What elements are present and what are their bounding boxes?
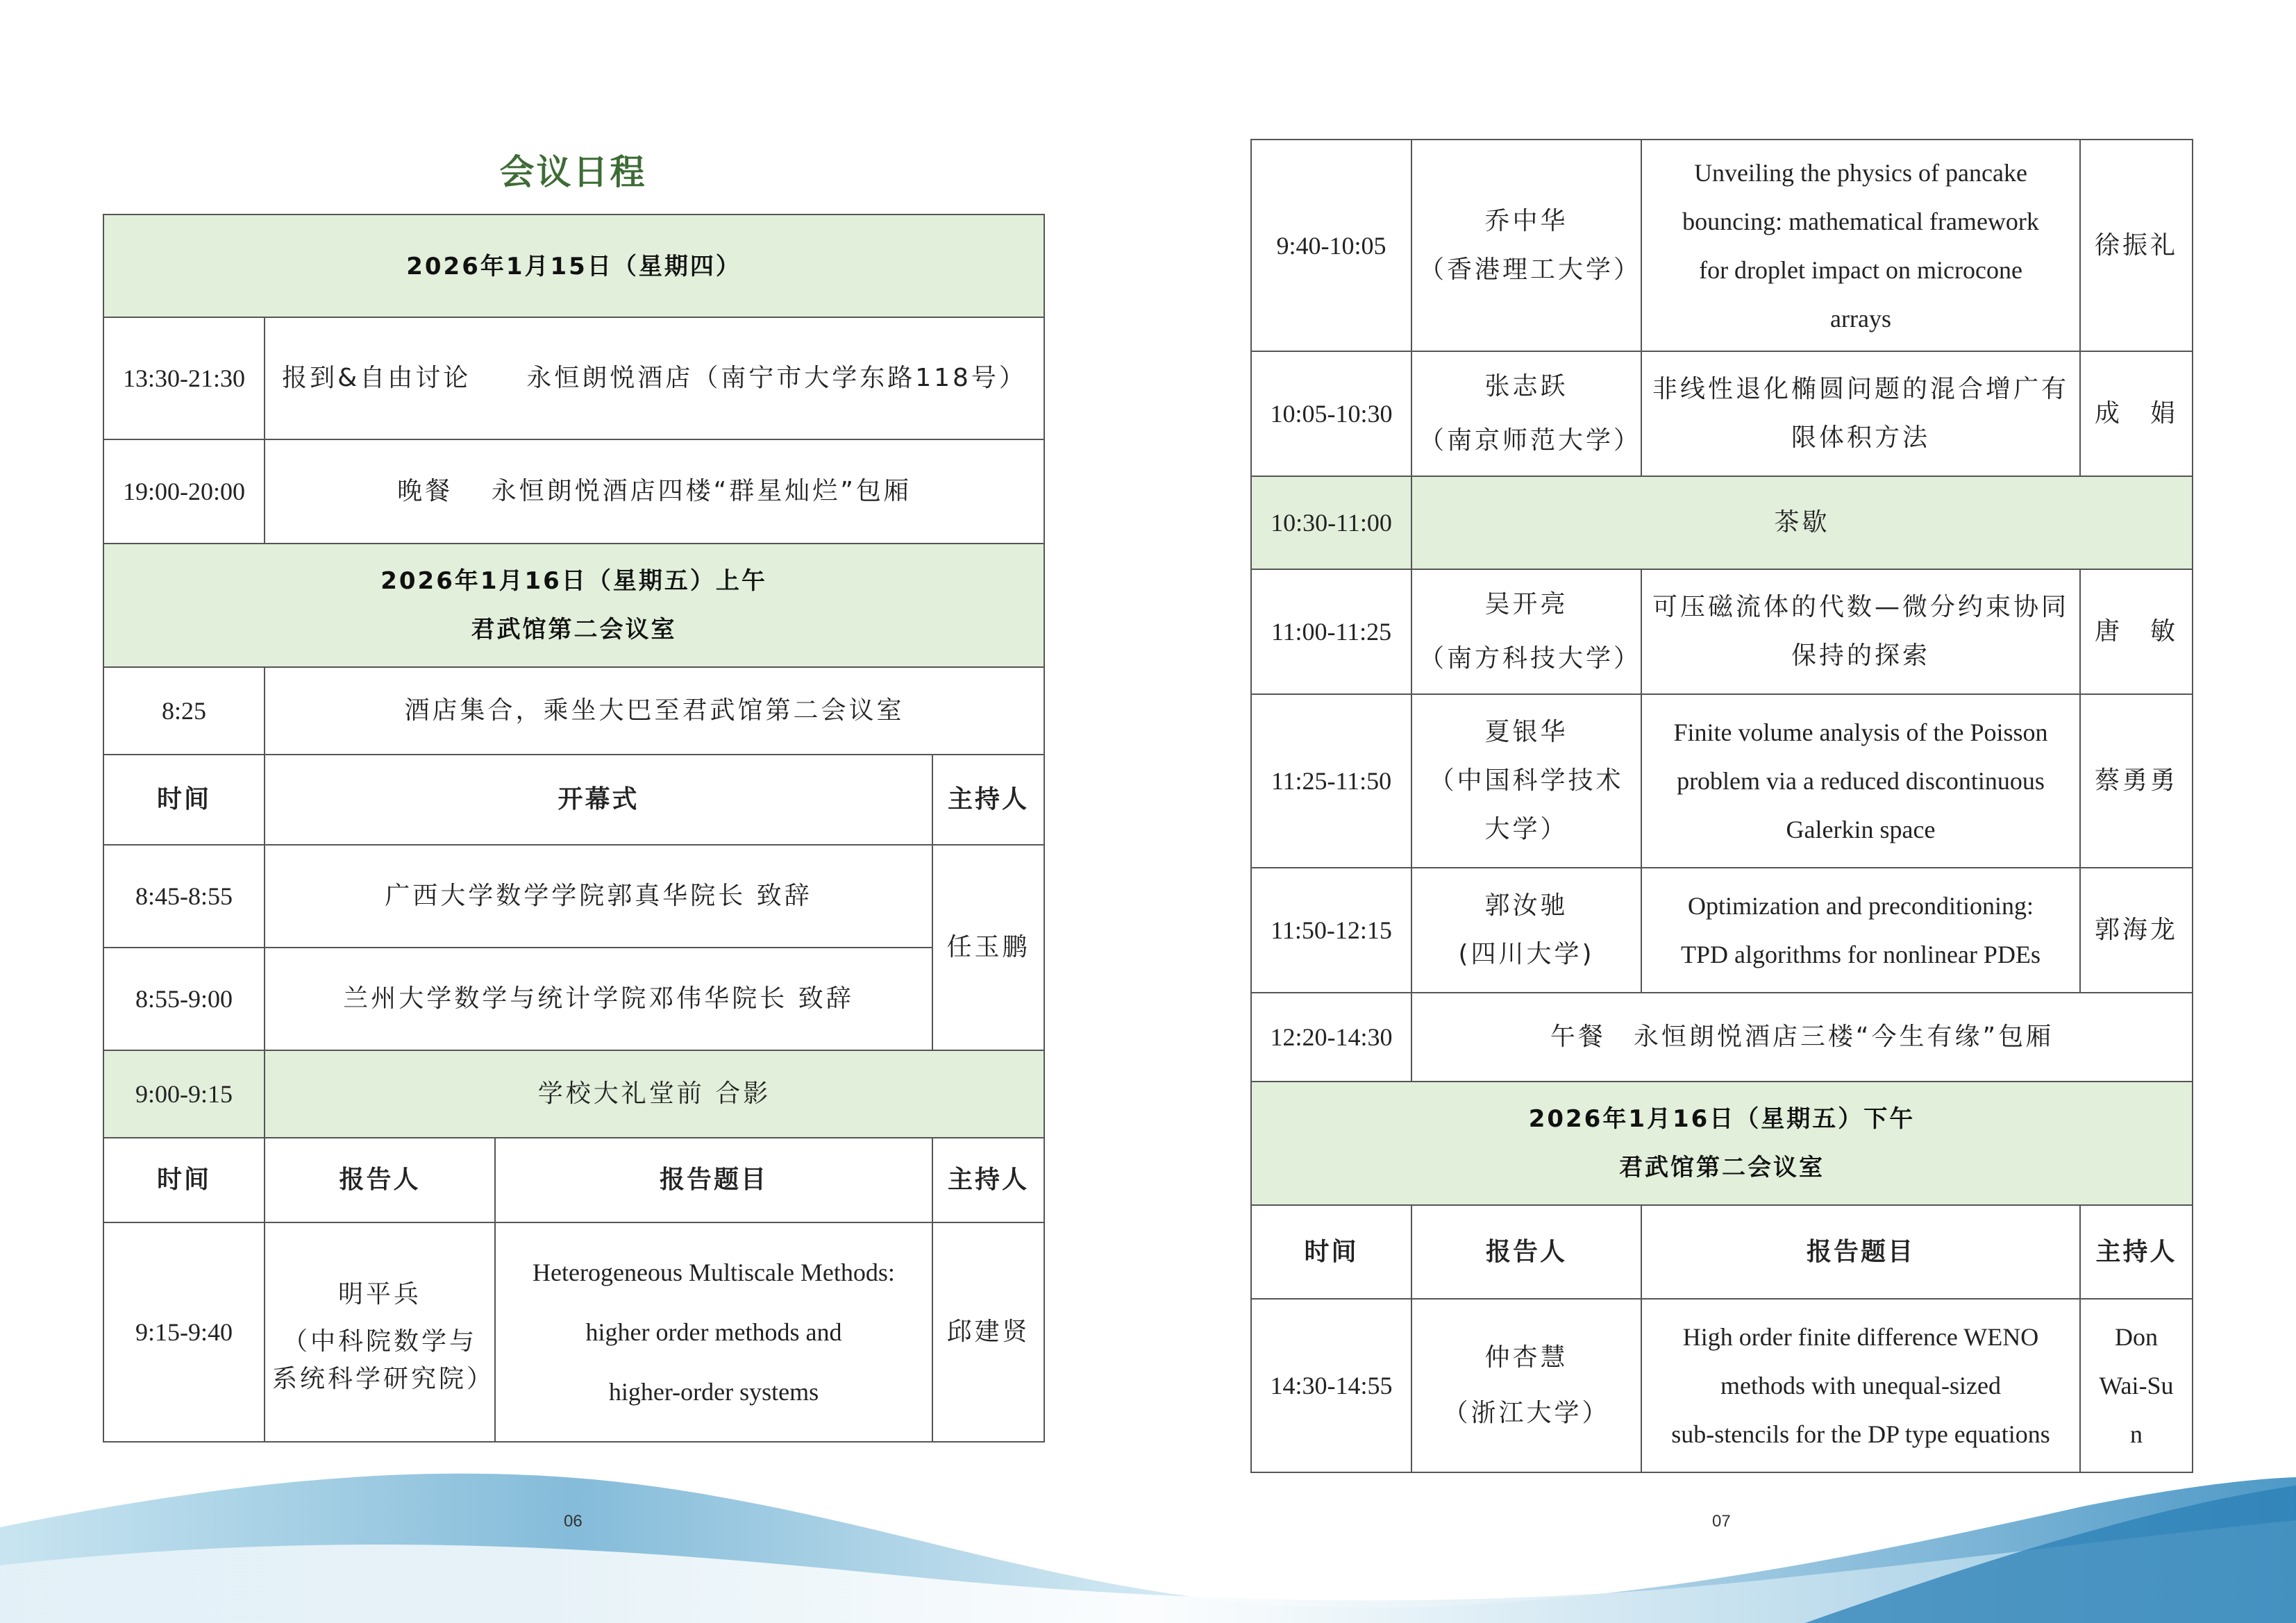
time-cell: 14:30-14:55 xyxy=(1251,1299,1411,1472)
col-header-host: 主持人 xyxy=(2080,1205,2193,1299)
day-header: 2026年1月16日（星期五）下午 君武馆第二会议室 xyxy=(1251,1082,2193,1205)
day-header: 2026年1月15日（星期四） xyxy=(103,215,1044,317)
col-header-host: 主持人 xyxy=(932,1138,1044,1222)
time-cell: 11:50-12:15 xyxy=(1251,868,1411,993)
page-number: 07 xyxy=(1712,1512,1731,1531)
talk-title-cell: Heterogeneous Multiscale Methods: higher order methods and higher-order systems xyxy=(495,1222,932,1442)
host-cell: 郭海龙 xyxy=(2080,868,2193,993)
time-cell: 8:25 xyxy=(103,667,265,755)
host-cell: 蔡勇勇 xyxy=(2080,694,2193,868)
col-header-title: 报告题目 xyxy=(1641,1205,2080,1299)
time-cell: 8:45-8:55 xyxy=(103,845,265,948)
schedule-table-left xyxy=(103,214,1045,1443)
col-header-opening: 开幕式 xyxy=(265,755,932,845)
schedule-table-right xyxy=(1250,139,2193,1473)
day-header: 2026年1月16日（星期五）上午 君武馆第二会议室 xyxy=(103,544,1044,667)
event-cell: 午餐 永恒朗悦酒店三楼“今生有缘”包厢 xyxy=(1411,993,2193,1082)
time-cell: 12:20-14:30 xyxy=(1251,993,1411,1082)
host-cell: 成 娟 xyxy=(2080,351,2193,476)
speaker-cell: 明平兵 （中科院数学与 系统科学研究院） xyxy=(265,1222,495,1442)
host-cell: 任玉鹏 xyxy=(932,845,1044,1050)
col-header-speaker: 报告人 xyxy=(1411,1205,1641,1299)
event-cell: 晚餐 永恒朗悦酒店四楼“群星灿烂”包厢 xyxy=(265,439,1044,544)
speaker-cell: 郭汝驰 (四川大学) xyxy=(1411,868,1641,993)
time-cell: 8:55-9:00 xyxy=(103,948,265,1050)
event-cell: 酒店集合，乘坐大巴至君武馆第二会议室 xyxy=(265,667,1044,755)
speaker-cell: 夏银华 （中国科学技术 大学） xyxy=(1411,694,1641,868)
event-cell: 报到&自由讨论 永恒朗悦酒店（南宁市大学东路118号） xyxy=(265,317,1044,439)
page-title: 会议日程 xyxy=(499,151,647,192)
talk-title-cell: 非线性退化椭圆问题的混合增广有 限体积方法 xyxy=(1641,351,2080,476)
page-number: 06 xyxy=(564,1512,583,1531)
talk-title-cell: 可压磁流体的代数—微分约束协同 保持的探索 xyxy=(1641,569,2080,694)
talk-title-cell: Finite volume analysis of the Poisson problem via a reduced discontinuous Galerkin space xyxy=(1641,694,2080,868)
talk-title-cell: Optimization and preconditioning: TPD algorithms for nonlinear PDEs xyxy=(1641,868,2080,993)
event-cell: 兰州大学数学与统计学院邓伟华院长 致辞 xyxy=(265,948,932,1050)
speaker-cell: 吴开亮 （南方科技大学） xyxy=(1411,569,1641,694)
col-header-speaker: 报告人 xyxy=(265,1138,495,1222)
talk-title-cell: High order finite difference WENO methods with unequal-sized sub-stencils for the DP type equations xyxy=(1641,1299,2080,1472)
talk-title-cell: Unveiling the physics of pancake bouncing: mathematical framework for droplet impact on microcone arrays xyxy=(1641,140,2080,351)
time-cell: 10:05-10:30 xyxy=(1251,351,1411,476)
time-cell: 19:00-20:00 xyxy=(103,439,265,544)
time-cell: 13:30-21:30 xyxy=(103,317,265,439)
event-cell: 茶歇 xyxy=(1411,476,2193,569)
host-cell: 唐 敏 xyxy=(2080,569,2193,694)
col-header-time: 时间 xyxy=(103,755,265,845)
host-cell: 邱建贤 xyxy=(932,1222,1044,1442)
host-cell: 徐振礼 xyxy=(2080,140,2193,351)
col-header-host: 主持人 xyxy=(932,755,1044,845)
time-cell: 11:00-11:25 xyxy=(1251,569,1411,694)
wave-decoration xyxy=(0,1444,2296,1623)
time-cell: 10:30-11:00 xyxy=(1251,476,1411,569)
speaker-cell: 仲杏慧 （浙江大学） xyxy=(1411,1299,1641,1472)
time-cell: 9:40-10:05 xyxy=(1251,140,1411,351)
host-cell: Don Wai-Su n xyxy=(2080,1299,2193,1472)
col-header-time: 时间 xyxy=(1251,1205,1411,1299)
event-cell: 广西大学数学学院郭真华院长 致辞 xyxy=(265,845,932,948)
speaker-cell: 乔中华 （香港理工大学） xyxy=(1411,140,1641,351)
time-cell: 9:15-9:40 xyxy=(103,1222,265,1442)
speaker-cell: 张志跃 （南京师范大学） xyxy=(1411,351,1641,476)
col-header-time: 时间 xyxy=(103,1138,265,1222)
event-cell: 学校大礼堂前 合影 xyxy=(265,1050,1044,1138)
time-cell: 9:00-9:15 xyxy=(103,1050,265,1138)
col-header-title: 报告题目 xyxy=(495,1138,932,1222)
time-cell: 11:25-11:50 xyxy=(1251,694,1411,868)
